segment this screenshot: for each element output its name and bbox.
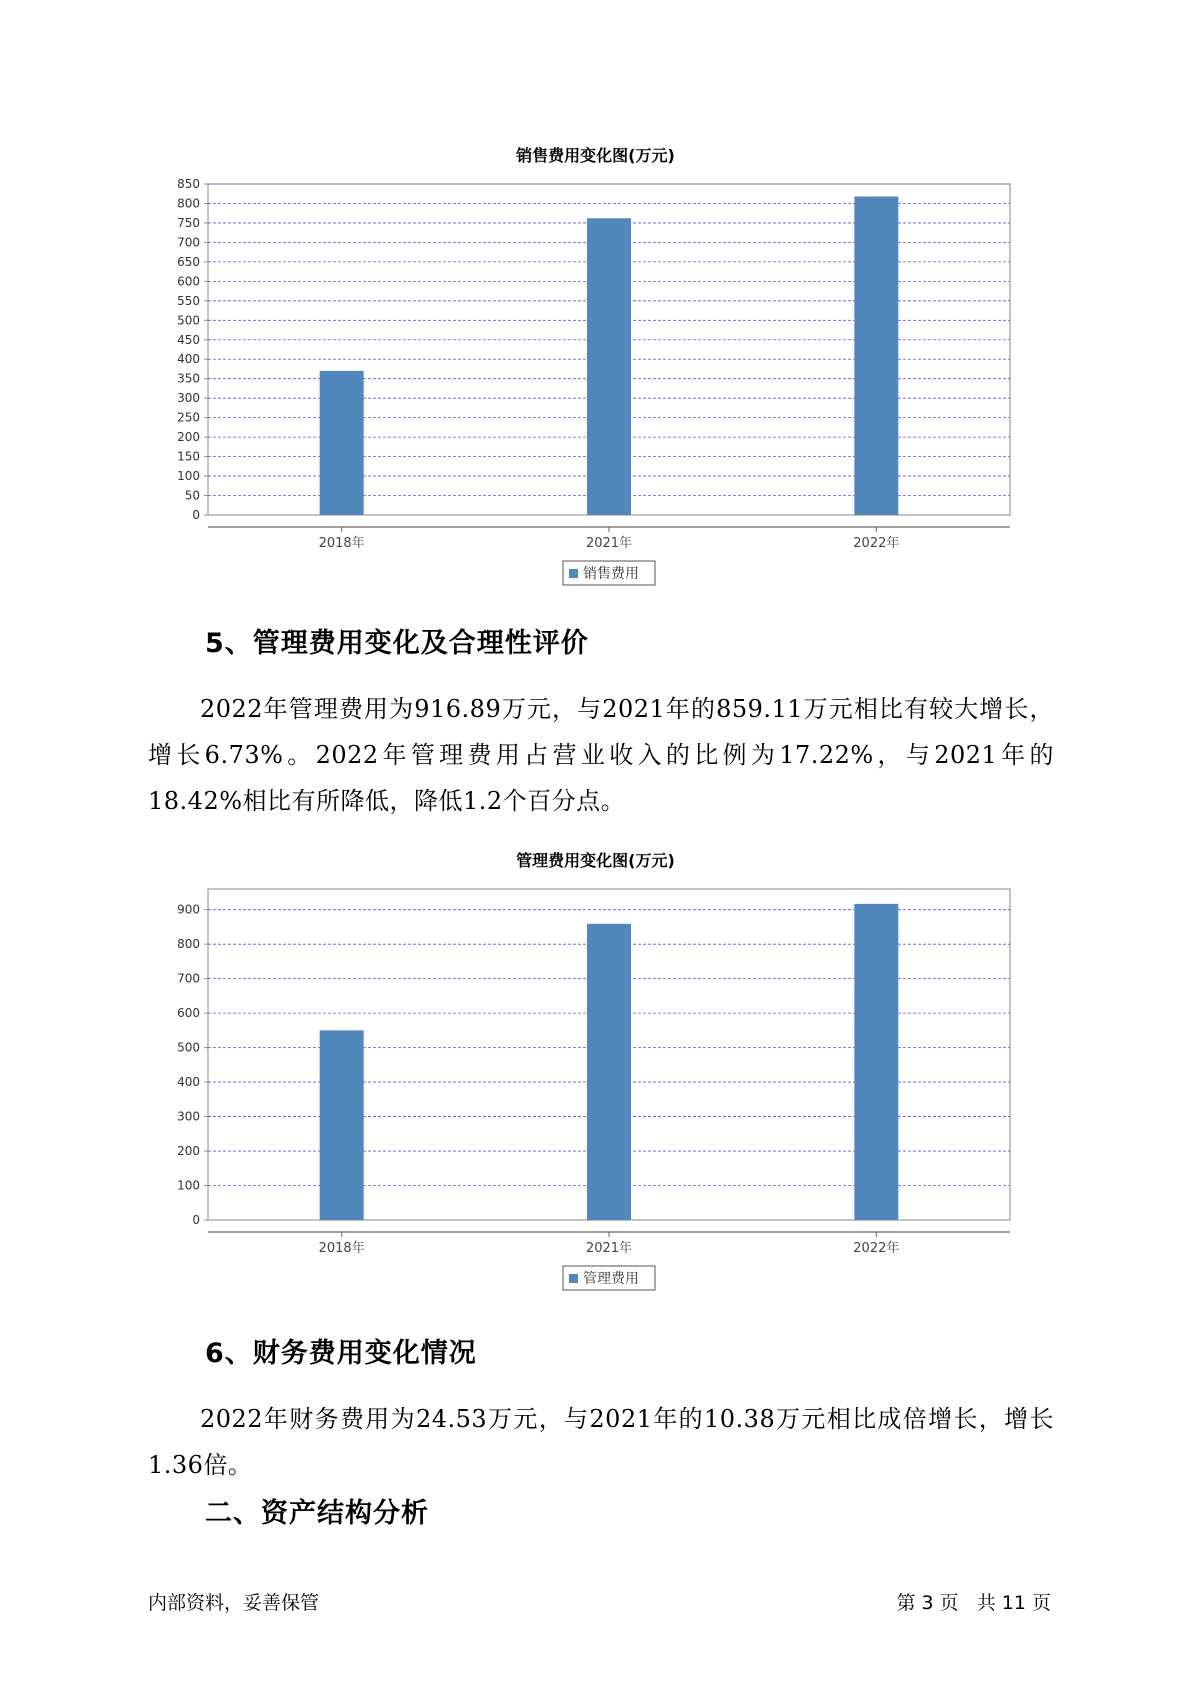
x-tick-label: 2021年 xyxy=(585,1241,633,1256)
section6-heading: 6、财务费用变化情况 xyxy=(205,1338,477,1369)
x-tick-label: 2018年 xyxy=(318,1241,365,1256)
y-tick-label: 850 xyxy=(177,177,200,191)
y-tick-label: 700 xyxy=(177,235,200,250)
x-tick-label: 2021年 xyxy=(585,536,633,551)
chart-title-admin: 管理费用变化图(万元) xyxy=(516,851,675,870)
plot-area xyxy=(177,177,1010,551)
admin-expense-chart xyxy=(0,875,1191,1295)
legend-label: 销售费用 xyxy=(583,566,639,582)
legend xyxy=(563,1266,655,1290)
y-tick-label: 900 xyxy=(177,902,200,917)
x-tick-label: 2022年 xyxy=(853,1241,900,1256)
y-tick-label: 300 xyxy=(177,1109,200,1124)
footer-confidential: 内部资料，妥善保管 xyxy=(148,1592,320,1614)
y-tick-label: 600 xyxy=(177,1006,200,1021)
legend-swatch xyxy=(569,569,578,578)
y-tick-label: 700 xyxy=(177,971,200,986)
y-tick-label: 400 xyxy=(177,352,200,367)
y-tick-label: 600 xyxy=(177,274,200,289)
y-tick-label: 350 xyxy=(177,371,200,386)
y-tick-label: 200 xyxy=(177,1144,200,1159)
legend-swatch xyxy=(569,1274,578,1283)
y-tick-label: 150 xyxy=(177,449,200,464)
y-tick-label: 200 xyxy=(177,430,200,445)
y-tick-label: 800 xyxy=(177,196,200,211)
y-tick-label: 100 xyxy=(177,469,200,484)
y-tick-label: 0 xyxy=(192,508,200,522)
bar xyxy=(587,218,631,515)
y-tick-label: 0 xyxy=(192,1213,200,1227)
x-tick-label: 2018年 xyxy=(318,536,365,551)
y-tick-label: 50 xyxy=(184,488,200,503)
legend xyxy=(563,561,655,585)
section5-heading: 5、管理费用变化及合理性评价 xyxy=(205,628,589,659)
bar xyxy=(320,1030,364,1220)
section-two-heading: 二、资产结构分析 xyxy=(205,1498,429,1529)
y-tick-label: 550 xyxy=(177,293,200,308)
footer-page-number: 第 3 页 共 11 页 xyxy=(896,1592,1051,1614)
y-tick-label: 250 xyxy=(177,410,200,425)
plot-area xyxy=(177,889,1010,1256)
bar xyxy=(854,904,898,1220)
y-tick-label: 400 xyxy=(177,1075,200,1090)
section5-paragraph: 2022年管理费用为916.89万元，与2021年的859.11万元相比有较大增长，增长6.73%。2022年管理费用占营业收入的比例为17.22%，与2021年的18.42%相比有所降低，降低1.2个百分点。 xyxy=(148,695,1054,815)
x-tick-label: 2022年 xyxy=(853,536,900,551)
chart-title-sales: 销售费用变化图(万元) xyxy=(516,146,675,165)
y-tick-label: 750 xyxy=(177,215,200,230)
y-tick-label: 450 xyxy=(177,332,200,347)
y-tick-label: 500 xyxy=(177,1040,200,1055)
y-tick-label: 300 xyxy=(177,391,200,406)
bar xyxy=(854,196,898,515)
y-tick-label: 650 xyxy=(177,254,200,269)
bar xyxy=(587,924,631,1220)
y-tick-label: 500 xyxy=(177,313,200,328)
section6-paragraph: 2022年财务费用为24.53万元，与2021年的10.38万元相比成倍增长，增长1.36倍。 xyxy=(148,1405,1054,1479)
sales-expense-chart xyxy=(0,170,1191,590)
bar xyxy=(320,371,364,515)
legend-label: 管理费用 xyxy=(583,1271,639,1287)
y-tick-label: 800 xyxy=(177,937,200,952)
y-tick-label: 100 xyxy=(177,1178,200,1193)
